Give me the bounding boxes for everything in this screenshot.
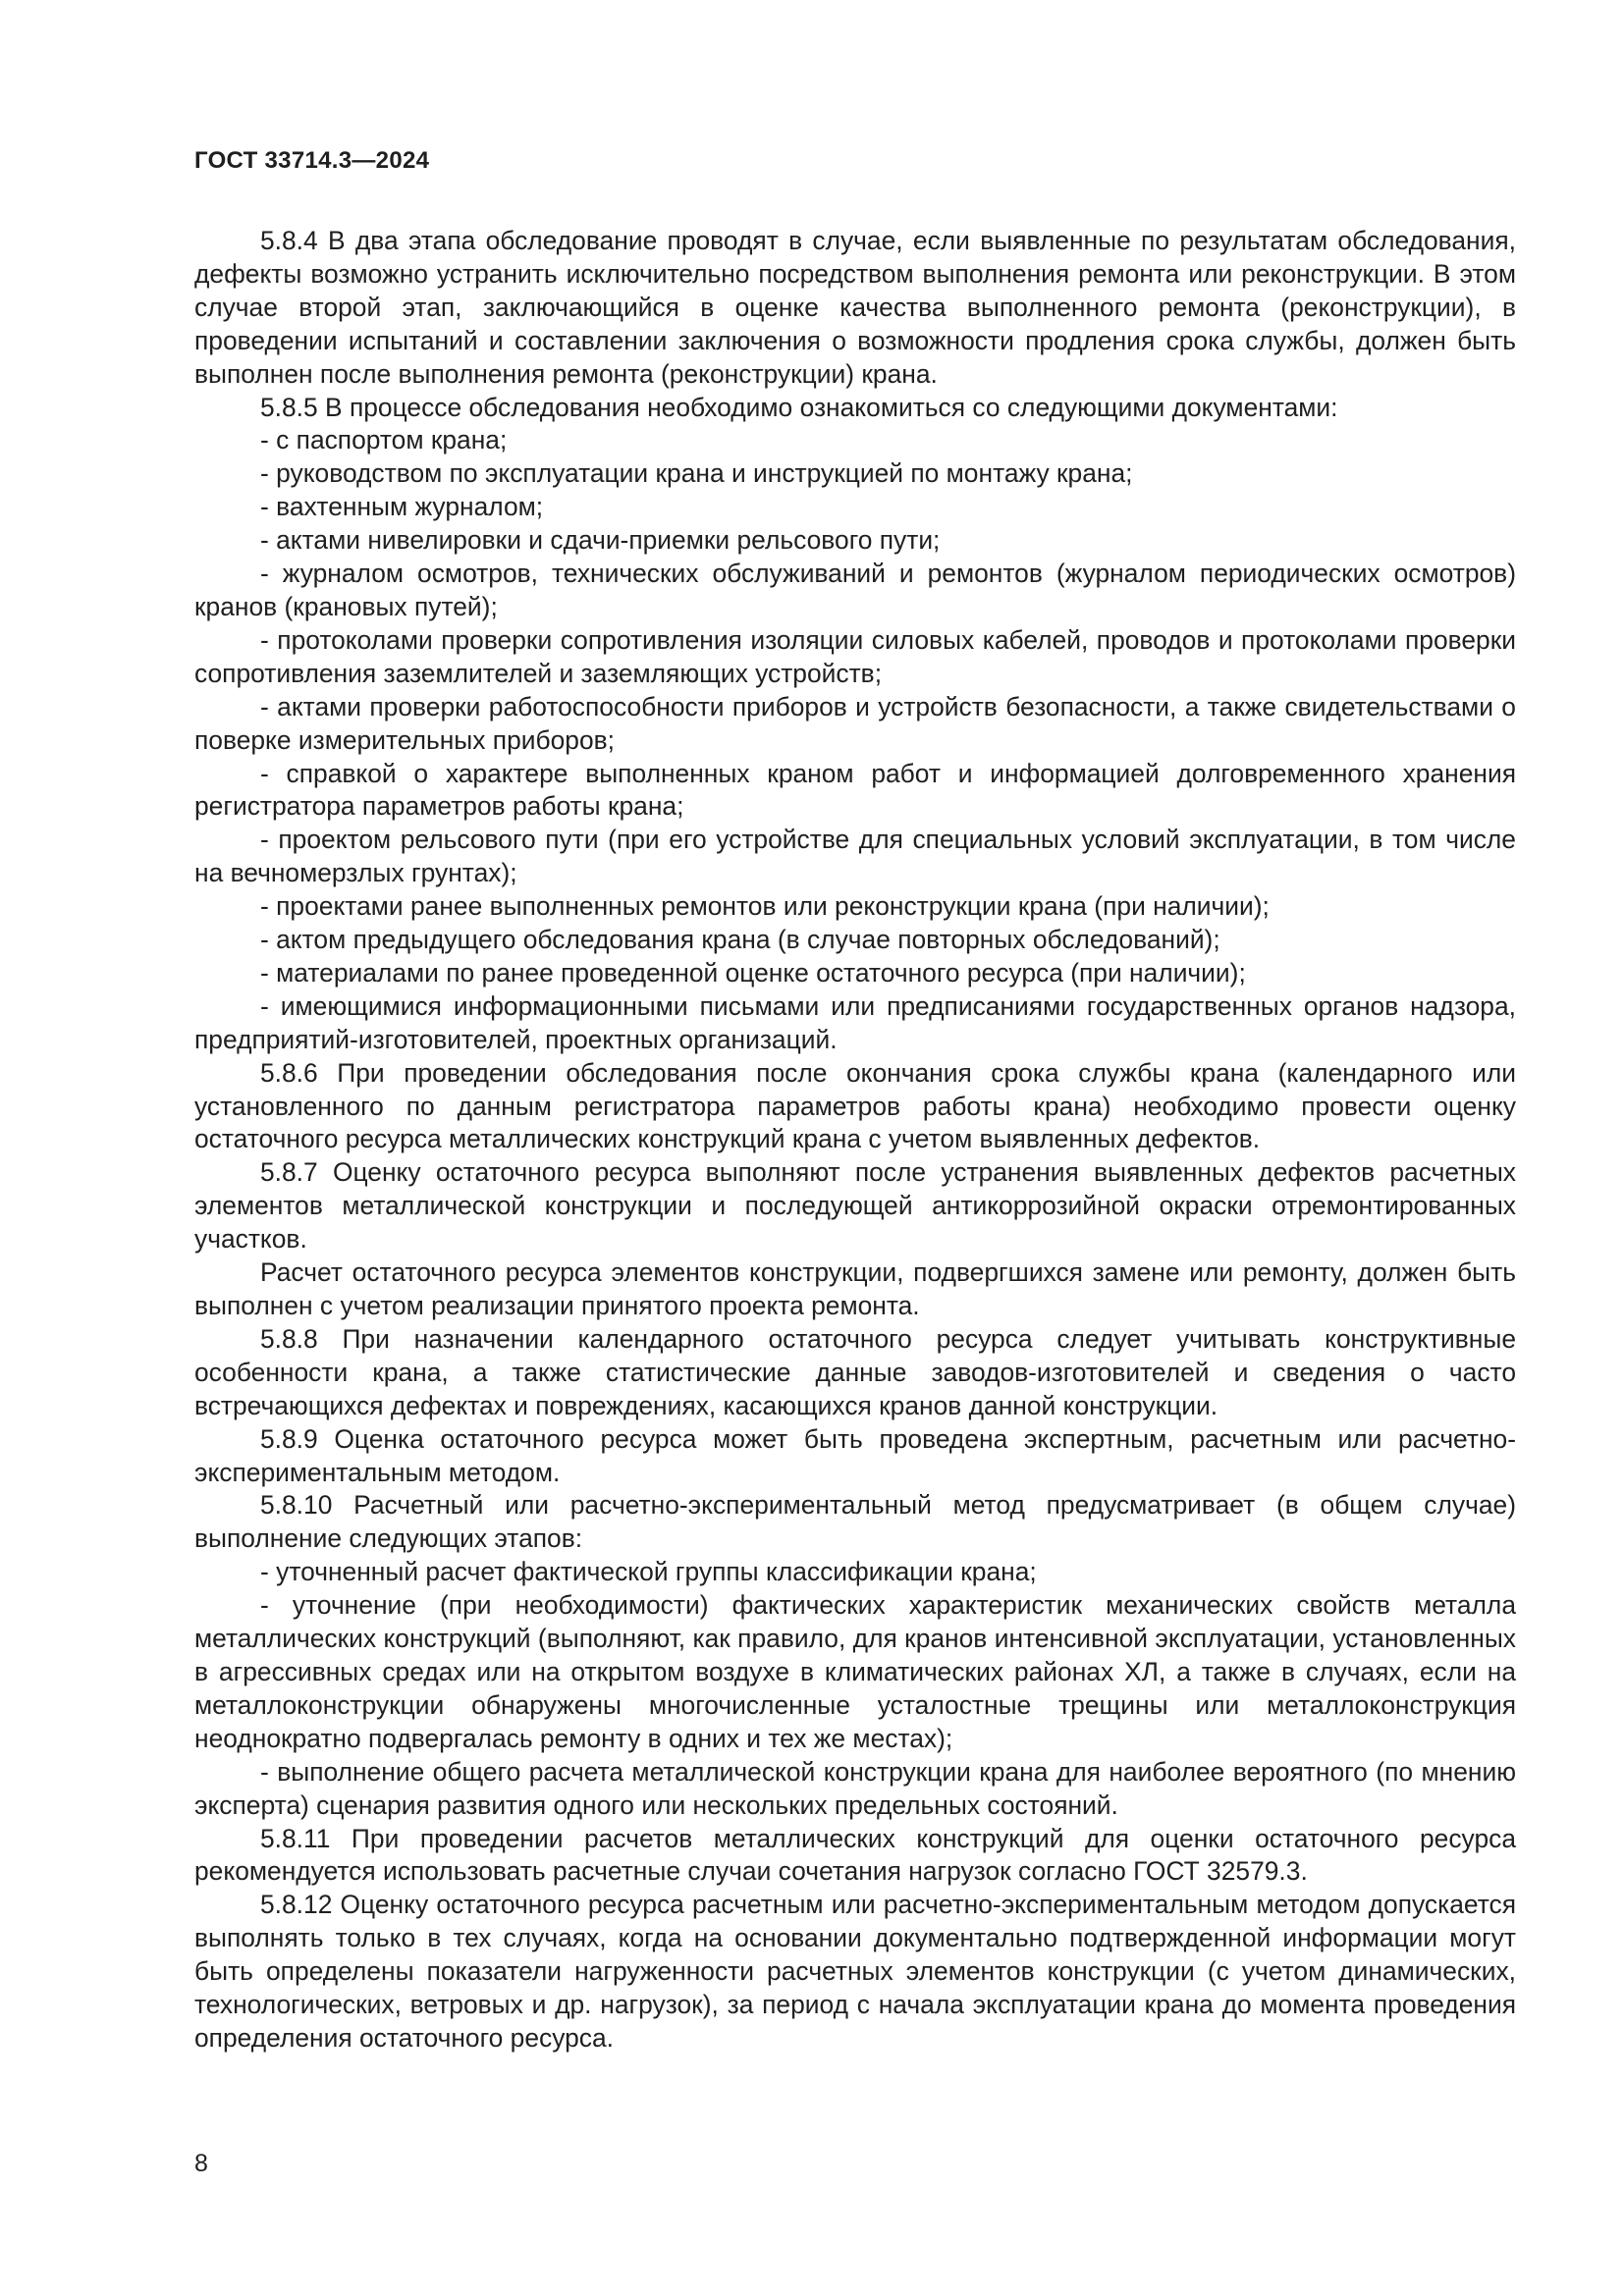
list-item: - вахтенным журналом; — [260, 492, 544, 522]
paragraph-5-8-9: 5.8.9 Оценка остаточного ресурса может быть проведена экспертным, расчетным или расчетно-экспериментальным методом. — [194, 1423, 1516, 1487]
paragraph-5-8-4: 5.8.4 В два этапа обследование проводят в случае, если выявленные по результатам обследования, дефекты возможно устранить исключительно посредством выполнения ремонта или реконструкции. В этом случае второй этап, заключающийся в оценке качества выполненного ремонта (реконструкции), в проведении испытаний и составлении заключения о возможности продления срока службы, должен быть выполнен после выполнения ремонта (реконструкции) крана. — [194, 226, 1516, 389]
paragraph-5-8-5: 5.8.5 В процессе обследования необходимо ознакомиться со следующими документами: — [260, 392, 1338, 422]
document-body — [194, 225, 1516, 2056]
list-item: - актами проверки работоспособности приборов и устройств безопасности, а также свидетельствами о поверке измерительных приборов; — [194, 691, 1516, 755]
list-item: - выполнение общего расчета металлической конструкции крана для наиболее вероятного (по мнению эксперта) сценария развития одного или нескольких предельных состояний. — [194, 1756, 1516, 1820]
list-item: - актами нивелировки и сдачи-приемки рельсового пути; — [260, 525, 941, 556]
list-item: - актом предыдущего обследования крана (в случае повторных обследований); — [260, 925, 1220, 955]
list-item: - журналом осмотров, технических обслуживаний и ремонтов (журналом периодических осмотров) кранов (крановых путей); — [194, 559, 1516, 621]
list-item: - протоколами проверки сопротивления изоляции силовых кабелей, проводов и протоколами проверки сопротивления заземлителей и заземляющих устройств; — [194, 624, 1516, 688]
list-item: - уточненный расчет фактической группы классификации крана; — [260, 1557, 1037, 1587]
paragraph-5-8-8: 5.8.8 При назначении календарного остаточного ресурса следует учитывать конструктивные особенности крана, а также статистические данные заводов-изготовителей и сведения о часто встречающихся дефектах и повреждениях, касающихся кранов данной конструкции. — [194, 1323, 1516, 1420]
list-item: - руководством по эксплуатации крана и инструкцией по монтажу крана; — [260, 458, 1133, 489]
paragraph-5-8-7-continued: Расчет остаточного ресурса элементов конструкции, подвергшихся замене или ремонту, должен быть выполнен с учетом реализации принятого проекта ремонта. — [194, 1257, 1516, 1320]
list-item: - справкой о характере выполненных краном работ и информацией долговременного хранения регистратора параметров работы крана; — [194, 758, 1516, 822]
paragraph-5-8-11: 5.8.11 При проведении расчетов металлических конструкций для оценки остаточного ресурса рекомендуется использовать расчетные случаи сочетания нагрузок согласно ГОСТ 32579.3. — [194, 1823, 1516, 1887]
list-item: - материалами по ранее проведенной оценке остаточного ресурса (при наличии); — [260, 957, 1246, 988]
list-item: - уточнение (при необходимости) фактических характеристик механических свойств металла металлических конструкций (выполняют, как правило, для кранов интенсивной эксплуатации, установленных в агрессивных средах или на открытом воздухе в климатических районах ХЛ, а также в случаях, если на металлоконструкции обнаружены многочисленные усталостные трещины или металлоконструкция неоднократно подвергалась ремонту в одних и тех же местах); — [194, 1590, 1516, 1753]
list-item: - проектом рельсового пути (при его устройстве для специальных условий эксплуатации, в том числе на вечномерзлых грунтах); — [194, 825, 1516, 888]
page-number: 8 — [194, 2150, 208, 2177]
list-item: - проектами ранее выполненных ремонтов или реконструкции крана (при наличии); — [260, 891, 1270, 922]
paragraph-5-8-6: 5.8.6 При проведении обследования после окончания срока службы крана (календарного или установленного по данным регистратора параметров работы крана) необходимо провести оценку остаточного ресурса металлических конструкций крана с учетом выявленных дефектов. — [194, 1057, 1516, 1154]
paragraph-5-8-10: 5.8.10 Расчетный или расчетно-экспериментальный метод предусматривает (в общем случае) выполнение следующих этапов: — [194, 1490, 1516, 1554]
paragraph-5-8-12: 5.8.12 Оценку остаточного ресурса расчетным или расчетно-экспериментальным методом допускается выполнять только в тех случаях, когда на основании документально подтвержденной информации могут быть определены показатели нагруженности расчетных элементов конструкции (с учетом динамических, технологических, ветровых и др. нагрузок), за период с начала эксплуатации крана до момента проведения определения остаточного ресурса. — [194, 1890, 1516, 2053]
document-header: ГОСТ 33714.3—2024 — [194, 147, 430, 174]
list-item: - с паспортом крана; — [260, 425, 508, 455]
paragraph-5-8-7: 5.8.7 Оценку остаточного ресурса выполняют после устранения выявленных дефектов расчетных элементов металлической конструкции и последующей антикоррозийной окраски отремонтированных участков. — [194, 1157, 1516, 1255]
list-item: - имеющимися информационными письмами или предписаниями государственных органов надзора, предприятий-изготовителей, проектных организаций. — [194, 990, 1516, 1054]
